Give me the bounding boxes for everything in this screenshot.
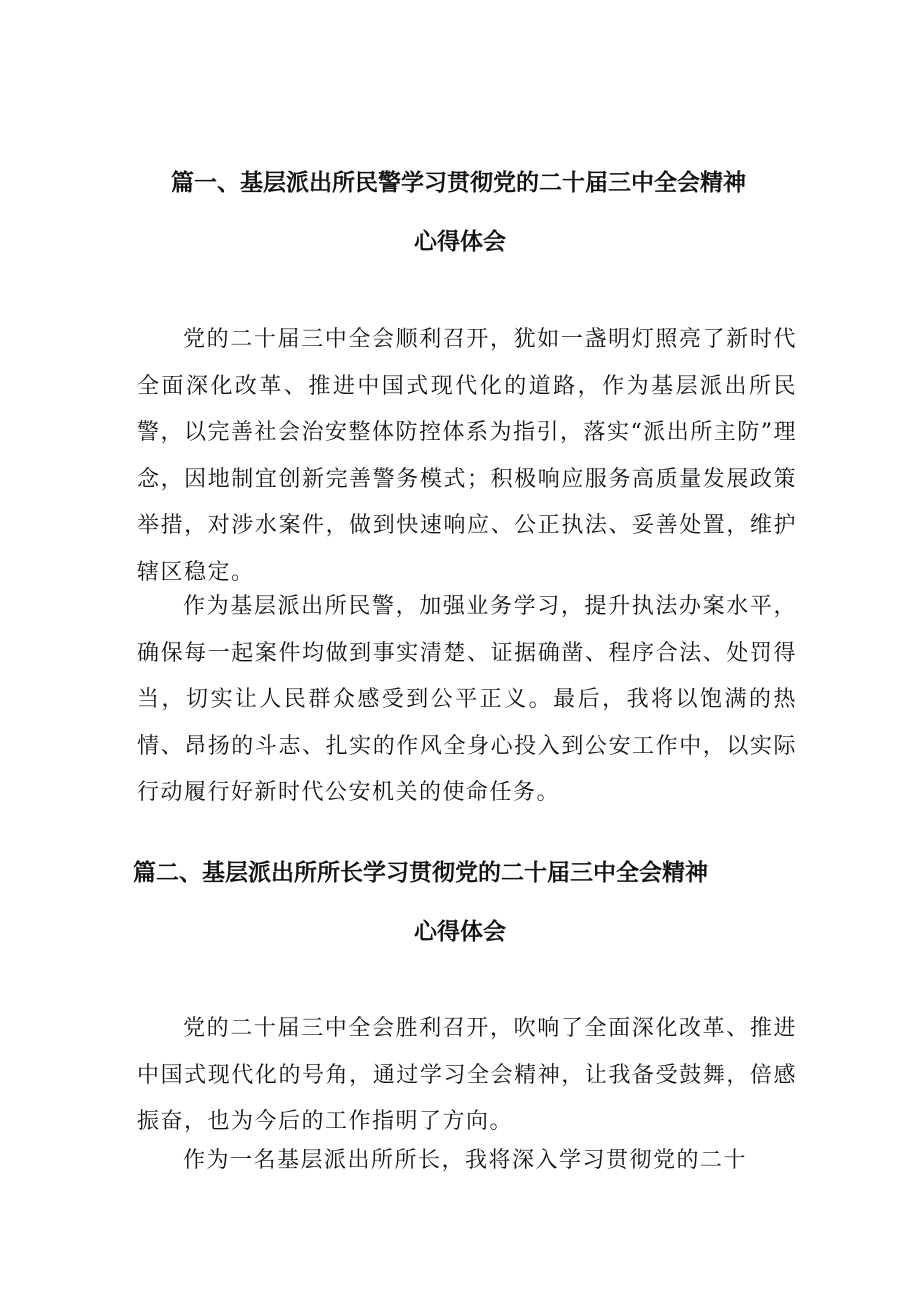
section-1-paragraph-1: 党的二十届三中全会顺利召开，犹如一盏明灯照亮了新时代全面深化改革、推进中国式现代化的道路，作为基层派出所民警，以完善社会治安整体防控体系为指引，落实“派出所主防”理念，因地制宜创新完善警务模式；积极响应服务高质量发展政策举措，对涉水案件，做到快速响应、公正执法、妥善处置，维护辖区稳定。 [137, 327, 797, 585]
section-2-paragraph-1: 党的二十届三中全会胜利召开，吹响了全面深化改革、推进中国式现代化的号角，通过学习全会精神，让我备受鼓舞，倍感振奋，也为今后的工作指明了方向。 [137, 1016, 797, 1134]
section-2-title-line-1: 篇二、基层派出所所长学习贯彻党的二十届三中全会精神 [133, 860, 708, 886]
section-2-title-line-2: 心得体会 [414, 919, 506, 945]
section-2-paragraph-2: 作为一名基层派出所所长，我将深入学习贯彻党的二十 [183, 1148, 748, 1173]
section-1-paragraph-2: 作为基层派出所民警，加强业务学习，提升执法办案水平，确保每一起案件均做到事实清楚、证据确凿、程序合法、处罚得当，切实让人民群众感受到公平正义。最后，我将以饱满的热情、昂扬的斗志、扎实的作风全身心投入到公安工作中，以实际行动履行好新时代公安机关的使命任务。 [137, 594, 797, 805]
section-1-title-line-1: 篇一、基层派出所民警学习贯彻党的二十届三中全会精神 [171, 170, 746, 196]
section-1-title-line-2: 心得体会 [414, 229, 506, 255]
